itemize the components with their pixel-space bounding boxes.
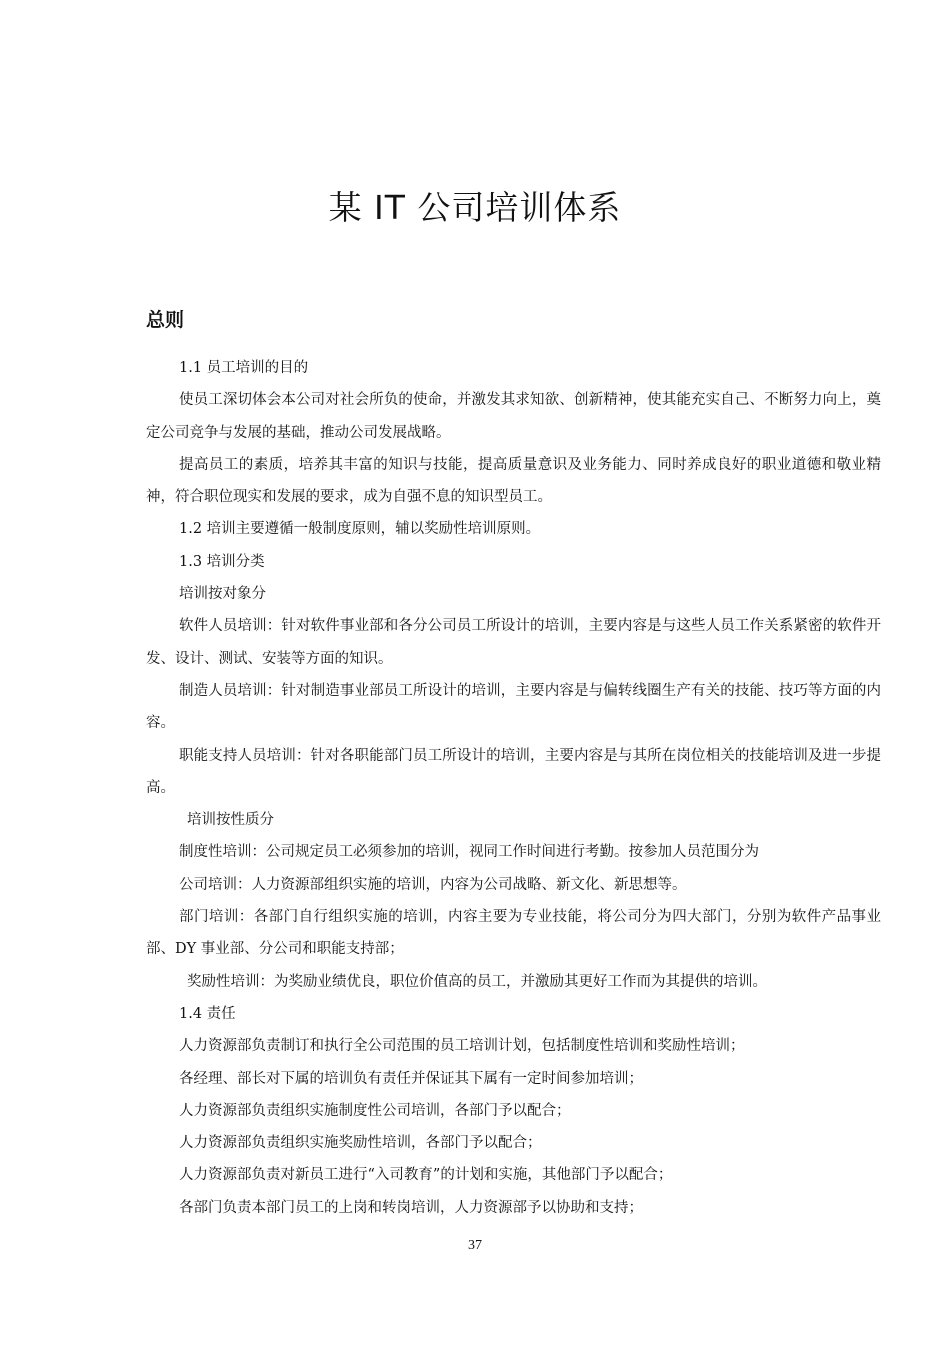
paragraph: 各部门负责本部门员工的上岗和转岗培训，人力资源部予以协助和支持； [179,1199,643,1216]
paragraph: 公司培训：人力资源部组织实施的培训，内容为公司战略、新文化、新思想等。 [179,876,687,893]
paragraph: 人力资源部负责组织实施制度性公司培训，各部门予以配合； [179,1102,571,1119]
subsection-heading-1-1: 1.1 员工培训的目的 [179,360,309,376]
document-title: 某 IT 公司培训体系 [328,188,622,227]
paragraph: 人力资源部负责对新员工进行“入司教育”的计划和实施，其他部门予以配合； [179,1167,673,1184]
paragraph: 职能支持人员培训：针对各职能部门员工所设计的培训，主要内容是与其所在岗位相关的技能培训及进一步提高。 [146,747,881,796]
category-heading-by-object: 培训按对象分 [179,586,266,603]
page-number: 37 [468,1238,482,1253]
paragraph: 制度性培训：公司规定员工必须参加的培训，视同工作时间进行考勤。按参加人员范围分为 [179,844,759,861]
paragraph: 人力资源部负责组织实施奖励性培训，各部门予以配合； [179,1135,542,1152]
subsection-heading-1-3: 1.3 培训分类 [179,553,265,570]
subsection-heading-1-2: 1.2 培训主要遵循一般制度原则，辅以奖励性培训原则。 [179,521,541,538]
paragraph: 软件人员培训：针对软件事业部和各分公司员工所设计的培训，主要内容是与这些人员工作关系紧密的软件开发、设计、测试、安装等方面的知识。 [146,618,881,667]
paragraph: 使员工深切体会本公司对社会所负的使命，并激发其求知欲、创新精神，使其能充实自己、不断努力向上，奠定公司竞争与发展的基础，推动公司发展战略。 [146,392,881,441]
paragraph: 部门培训：各部门自行组织实施的培训，内容主要为专业技能，将公司分为四大部门，分别为软件产品事业部、DY 事业部、分公司和职能支持部； [146,909,881,958]
paragraph: 制造人员培训：针对制造事业部员工所设计的培训，主要内容是与偏转线圈生产有关的技能、技巧等方面的内容。 [146,682,881,732]
paragraph: 奖励性培训：为奖励业绩优良，职位价值高的员工，并激励其更好工作而为其提供的培训。 [187,973,767,990]
category-heading-by-nature: 培训按性质分 [187,812,274,829]
paragraph: 提高员工的素质，培养其丰富的知识与技能，提高质量意识及业务能力、同时养成良好的职业道德和敬业精神，符合职位现实和发展的要求，成为自强不息的知识型员工。 [146,456,881,506]
section-heading: 总则 [146,309,185,331]
document-body [146,352,881,1224]
subsection-heading-1-4: 1.4 责任 [179,1005,236,1022]
paragraph: 人力资源部负责制订和执行全公司范围的员工培训计划，包括制度性培训和奖励性培训； [179,1038,745,1055]
paragraph: 各经理、部长对下属的培训负有责任并保证其下属有一定时间参加培训； [179,1070,643,1087]
